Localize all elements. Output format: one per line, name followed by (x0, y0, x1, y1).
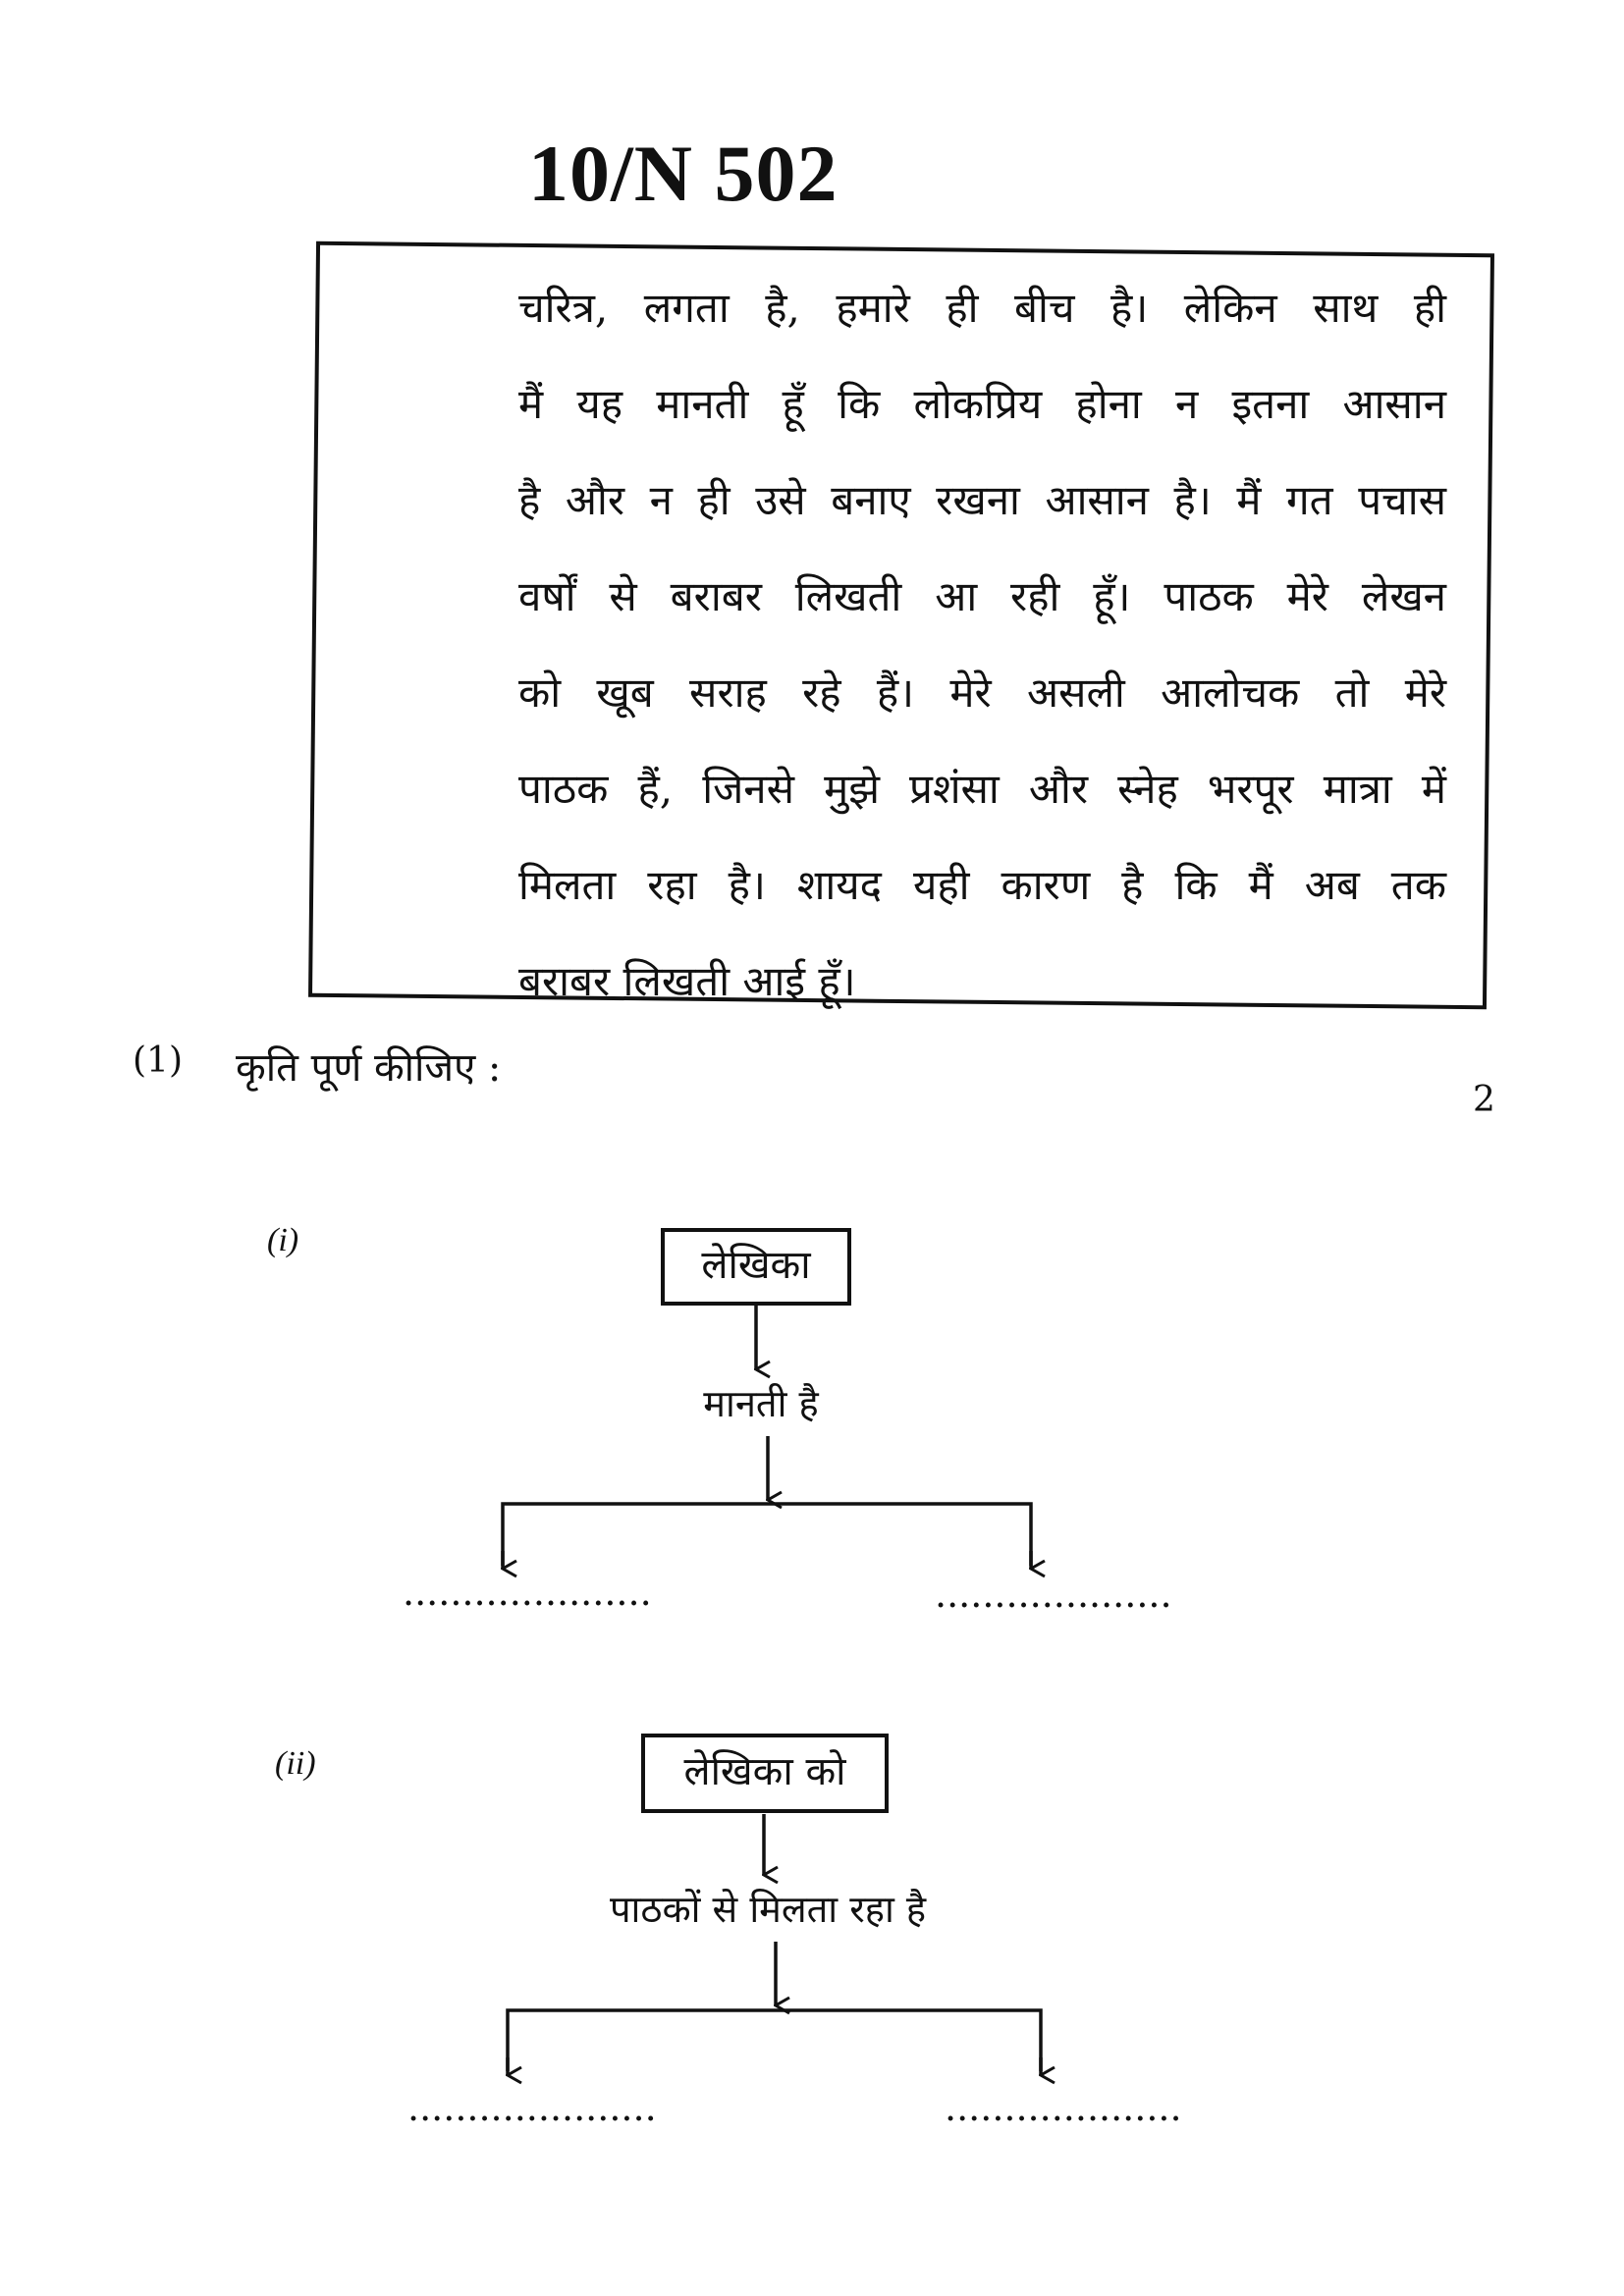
diagram-2-middle-label: पाठकों से मिलता रहा है (609, 1888, 927, 1931)
diagram-1-branch (503, 1504, 1031, 1566)
passage-line: वर्षों से बराबर लिखती आ रही हूँ। पाठक मेरे लेखन (518, 572, 1446, 620)
diagram-2-blank-left: ..................... (407, 2086, 657, 2129)
diagram-2-branch (508, 2010, 1041, 2071)
paper-code: 10/N 502 (528, 129, 839, 218)
passage-line: चरित्र, लगता है, हमारे ही बीच है। लेकिन साथ ही (518, 284, 1446, 332)
passage-line: बराबर लिखती आई हूँ। (518, 957, 856, 1005)
passage-line: पाठक हैं, जिनसे मुझे प्रशंसा और स्नेह भरपूर मात्रा में (518, 765, 1446, 813)
diagram-1-blank-right: .................... (935, 1573, 1172, 1616)
question-marks: 2 (1473, 1080, 1495, 1120)
passage-line: है और न ही उसे बनाए रखना आसान है। मैं गत पचास (518, 476, 1446, 524)
diagram-1-label: (i) (267, 1222, 299, 1258)
diagram-1-blank-left: ..................... (403, 1571, 652, 1614)
passage-line: को खूब सराह रहे हैं। मेरे असली आलोचक तो मेरे (518, 668, 1446, 717)
diagram-2-label: (ii) (275, 1745, 316, 1782)
diagram-2-box-label: लेखिका को (683, 1749, 846, 1794)
passage-line: मैं यह मानती हूँ कि लोकप्रिय होना न इतना आसान (518, 380, 1446, 428)
question-text: कृति पूर्ण कीजिए : (236, 1045, 502, 1091)
diagram-1-box-label: लेखिका (701, 1243, 811, 1288)
diagram-1 (403, 1230, 1172, 1616)
diagram-2-blank-right: .................... (945, 2086, 1182, 2129)
diagram-1-middle-label: मानती है (703, 1382, 819, 1425)
diagram-2 (407, 1735, 1182, 2129)
question-number: (1) (133, 1041, 183, 1081)
passage-line: मिलता रहा है। शायद यही कारण है कि मैं अब तक (518, 861, 1446, 909)
